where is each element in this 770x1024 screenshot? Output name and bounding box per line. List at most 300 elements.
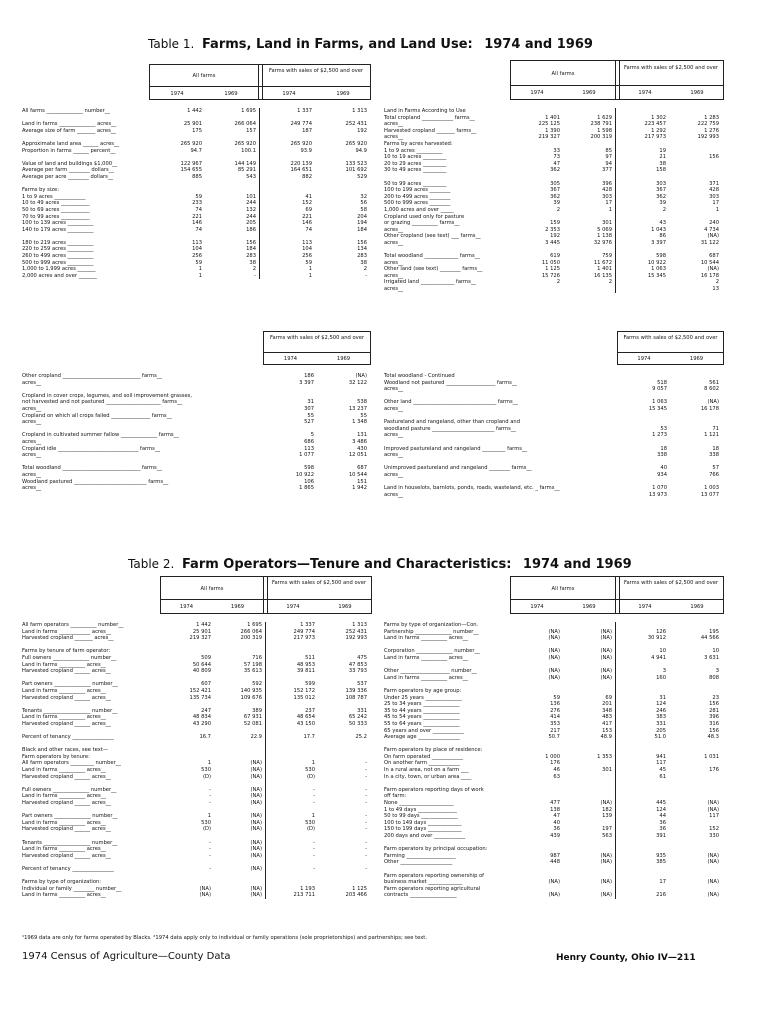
cell-value: 156 (709, 154, 719, 161)
cell-value (205, 154, 260, 161)
row-label: acres__ (384, 491, 404, 498)
table-row (384, 662, 722, 669)
cell-value: 41 (305, 193, 312, 200)
cell-value: 396 (709, 714, 719, 721)
row-label: Under 25 years ______________ (384, 694, 462, 701)
table-row (384, 246, 722, 253)
cell-value: 3 486 (352, 438, 367, 445)
cell-value (264, 426, 317, 433)
cell-value (317, 393, 370, 400)
cell-value (150, 134, 205, 141)
cell-value (616, 780, 669, 787)
cell-value (563, 214, 616, 221)
cell-value: 152 172 (293, 687, 315, 694)
cell-value: 113 (302, 239, 312, 246)
table-row (384, 668, 722, 675)
cell-value: 113 (304, 445, 314, 452)
cell-value: 935 (656, 852, 666, 859)
table-row (384, 419, 722, 426)
cell-value: - (209, 793, 211, 800)
table-row (384, 452, 722, 459)
cell-value: 65 242 (348, 714, 367, 721)
row-label: acres__ (22, 419, 42, 426)
row-label: Harvested cropland ______ acres__ (22, 852, 111, 859)
cell-value: 607 (201, 681, 211, 688)
table-row (384, 853, 722, 860)
row-label: 55 to 64 years ______________ (384, 720, 460, 727)
cell-value: - (365, 773, 367, 780)
cell-value: 93.9 (300, 147, 312, 154)
cell-value (563, 747, 616, 754)
cell-value: 38 (360, 259, 367, 266)
cell-value (214, 648, 266, 655)
table-row (22, 426, 370, 433)
cell-value: 527 (304, 419, 314, 426)
cell-value: 249 774 (293, 628, 315, 635)
table-row (384, 485, 722, 492)
cell-value: 104 (302, 246, 312, 253)
row-label: acres__ (384, 432, 404, 439)
cell-value (616, 873, 669, 880)
cell-value: (D) (202, 773, 211, 780)
cell-value: 182 (563, 807, 616, 814)
row-label: Pastureland and rangeland, other than cropland and (384, 419, 521, 426)
cell-value: (NA) (214, 774, 266, 781)
table-row (22, 662, 370, 669)
cell-value: 529 (357, 173, 367, 180)
cell-value: 475 (357, 654, 367, 661)
cell-value: 1 125 (352, 885, 367, 892)
cell-value: 159 (550, 220, 560, 227)
cell-value: 10 (659, 648, 666, 655)
cell-value: 3 (715, 668, 719, 675)
cell-value: - (313, 865, 315, 872)
row-label: Other cropland (see text) ___ farms__ (384, 233, 481, 240)
table-row (384, 642, 722, 649)
cell-value: - (313, 852, 315, 859)
cell-value: 32 122 (348, 379, 367, 386)
table2-right-body (384, 622, 722, 899)
cell-value (266, 728, 318, 735)
cell-value: 139 336 (345, 687, 367, 694)
row-label (384, 662, 510, 669)
cell-value (510, 214, 563, 221)
cell-value (162, 859, 214, 866)
cell-value: 362 (656, 193, 666, 200)
cell-value: 135 734 (189, 694, 211, 701)
table-row (22, 793, 370, 800)
table-row (22, 472, 370, 479)
header-1969: 1969 (582, 604, 596, 610)
table-row (384, 432, 722, 439)
cell-value (318, 873, 370, 880)
header-1974: 1974 (638, 604, 652, 610)
cell-value (214, 859, 266, 866)
table2-right-header (510, 576, 724, 614)
cell-value: 74 (195, 226, 202, 233)
cell-value (618, 393, 670, 400)
row-label: Harvested cropland ______ acres__ (22, 720, 111, 727)
table-row (384, 774, 722, 781)
cell-value (214, 807, 266, 814)
table-row (384, 793, 722, 800)
cell-value: 139 (563, 813, 616, 820)
cell-value: 303 (656, 180, 666, 187)
header-all-farms: All farms (192, 73, 216, 79)
cell-value (616, 793, 669, 800)
cell-value (318, 675, 370, 682)
cell-value: 2 (563, 279, 616, 286)
cell-value: 33 (553, 147, 560, 154)
table1-heading: Farms, Land in Farms, and Land Use: (201, 37, 473, 52)
header-1969: 1969 (690, 604, 704, 610)
cell-value: 882 (302, 173, 312, 180)
cell-value: 283 (357, 253, 367, 260)
cell-value: 511 (305, 654, 315, 661)
header-1969: 1969 (224, 91, 238, 97)
table1-right-body (384, 108, 722, 293)
cell-value: 1 313 (352, 108, 367, 114)
row-label: Land in farms __________ acres__ (22, 819, 106, 826)
row-label: All farms ______________ number__ (22, 108, 110, 114)
cell-value: (NA) (548, 892, 560, 899)
cell-value (669, 820, 722, 827)
cell-value: 371 (709, 180, 719, 187)
header-1974: 1974 (283, 356, 298, 362)
table-row (384, 439, 722, 446)
cell-value: 186 (205, 227, 260, 234)
cell-value: - (365, 272, 367, 279)
cell-value: 134 (357, 246, 367, 253)
row-label: Farms by tenure of farm operator: (22, 648, 111, 655)
cell-value: 36 (659, 826, 666, 833)
table-row (384, 846, 722, 853)
table-row (384, 635, 722, 642)
cell-value: 266 064 (205, 121, 260, 128)
table-row (22, 695, 370, 702)
row-label: Harvested cropland _______ farms__ (384, 127, 477, 134)
cell-value (318, 728, 370, 735)
cell-value: 33 793 (348, 668, 367, 675)
table-row (22, 273, 370, 280)
cell-value (510, 141, 563, 148)
cell-value: 18 (660, 445, 667, 452)
row-label: 35 to 44 years ______________ (384, 707, 460, 714)
row-label: Tenants __________________ number__ (22, 707, 118, 714)
cell-value (162, 648, 214, 655)
cell-value: 205 (205, 220, 260, 227)
cell-value: 11 672 (563, 260, 616, 267)
cell-value (563, 681, 616, 688)
row-label (22, 426, 264, 433)
cell-value: 74 (305, 226, 312, 233)
table-row (384, 194, 722, 201)
row-label: acres__ (384, 259, 404, 266)
row-label: woodland pasture ________________________ farms__ (384, 425, 516, 432)
cell-value: 1 003 (704, 485, 719, 492)
cell-value: 156 (205, 240, 260, 247)
cell-value: 48 654 (296, 714, 315, 721)
row-label: 20 to 29 acres _________ (384, 160, 447, 167)
table-row (22, 373, 370, 380)
sub-header-sales: Farms with sales of $2,500 and over (269, 335, 365, 341)
cell-value: 1 401 (563, 266, 616, 273)
cell-value: 43 (659, 220, 666, 227)
cell-value: 108 787 (345, 694, 367, 701)
table2-years: 1974 and 1969 (522, 557, 632, 572)
table-row (384, 167, 722, 174)
cell-value: 686 (304, 438, 314, 445)
cell-value: (NA) (548, 628, 560, 635)
cell-value: 25 901 (183, 121, 202, 128)
row-label (22, 134, 150, 141)
cell-value: 353 (550, 720, 560, 727)
cell-value (318, 879, 370, 886)
cell-value: 249 774 (290, 121, 312, 128)
header-1974: 1974 (530, 90, 544, 96)
table-row (22, 446, 370, 453)
cell-value: 52 081 (214, 721, 266, 728)
cell-value: 223 457 (644, 121, 666, 128)
cell-value: 362 (550, 193, 560, 200)
cell-value: 305 (550, 180, 560, 187)
row-label (22, 115, 150, 122)
row-label: acres__ (384, 405, 404, 412)
cell-value: 3 397 (299, 379, 314, 386)
cell-value: (NA) (214, 813, 266, 820)
row-label: acres__ (384, 471, 404, 478)
row-label: Percent of tenancy ________________ (22, 734, 114, 741)
cell-value (150, 233, 205, 240)
cell-value: 598 (656, 253, 666, 260)
cell-value: 57 198 (214, 662, 266, 669)
cell-value (214, 879, 266, 886)
cell-value: 32 976 (563, 240, 616, 247)
table-row (22, 128, 370, 135)
table-row (22, 734, 370, 741)
cell-value (318, 741, 370, 748)
row-label: acres__ (22, 379, 42, 386)
row-label: Harvested cropland ______ acres__ (22, 668, 111, 675)
cell-value: 543 (205, 174, 260, 181)
cell-value: - (365, 819, 367, 826)
cell-value: 237 (305, 707, 315, 714)
cell-value: (NA) (214, 760, 266, 767)
row-label (22, 642, 162, 649)
cell-value (510, 622, 563, 629)
cell-value: 15 726 (541, 272, 560, 279)
cell-value: 377 (563, 167, 616, 174)
cell-value: 1 (207, 813, 211, 820)
row-label: Approximate land area ______ acres__ (22, 140, 120, 147)
cell-value: 124 (656, 806, 666, 813)
cell-value: (NA) (214, 886, 266, 893)
cell-value: 1 629 (563, 115, 616, 122)
cell-value (618, 373, 670, 380)
row-label: 140 to 179 acres __________ (22, 226, 94, 233)
cell-value: 100.1 (205, 148, 260, 155)
row-label: Farm operators by place of residence: (384, 747, 483, 754)
cell-value: 200 319 (563, 134, 616, 141)
header-1974: 1974 (530, 604, 544, 610)
cell-value: 265 920 (180, 140, 202, 147)
cell-value (616, 787, 669, 794)
table-row (22, 635, 370, 642)
table-row (384, 873, 722, 880)
cell-value: (NA) (214, 800, 266, 807)
cell-value: 17.7 (303, 734, 315, 741)
table-row (384, 108, 722, 115)
cell-value: (NA) (707, 852, 719, 859)
cell-value: 2 (205, 266, 260, 273)
cell-value (510, 866, 563, 873)
table-row (384, 813, 722, 820)
cell-value: 530 (305, 767, 315, 774)
row-label: Land in farms __________ acres__ (22, 687, 106, 694)
table-row (22, 419, 370, 426)
table-row (384, 714, 722, 721)
cell-value (669, 662, 722, 669)
cell-value: 11 050 (541, 259, 560, 266)
cell-value: 1 302 (651, 114, 666, 121)
cell-value: 619 (550, 253, 560, 260)
cell-value: 197 (563, 826, 616, 833)
row-label: Cropland on which all crops failed _______________ farms__ (22, 412, 172, 419)
cell-value: 25 901 (192, 628, 211, 635)
cell-value: 156 (709, 701, 719, 708)
row-label: 50 to 69 acres ___________ (22, 206, 90, 213)
cell-value: 192 993 (697, 134, 719, 141)
row-label: Cropland idle _______________________________ farms__ (22, 445, 161, 452)
cell-value (669, 886, 722, 893)
cell-value: 74 (195, 206, 202, 213)
cell-value (318, 747, 370, 754)
cell-value: 9 057 (652, 386, 667, 393)
table-row (22, 181, 370, 188)
row-label: Farms by acres harvested: (384, 140, 453, 147)
row-label: Average size of farm _______ acres__ (22, 127, 116, 134)
cell-value: (NA) (563, 648, 616, 655)
table-row (384, 780, 722, 787)
table-row (22, 879, 370, 886)
cell-value: (NA) (214, 846, 266, 853)
cell-value: 445 (656, 800, 666, 807)
row-label: acres__ (384, 134, 404, 141)
cell-value: 31 122 (700, 239, 719, 246)
cell-value: 1 063 (651, 266, 666, 273)
table-row (384, 413, 722, 420)
header-1974: 1974 (282, 91, 296, 97)
cell-value (266, 780, 318, 787)
table-row (384, 446, 722, 453)
cell-value: - (313, 793, 315, 800)
row-label: Land in farms __________ acres__ (384, 654, 468, 661)
cell-value: 389 (214, 708, 266, 715)
cell-value: 16 178 (700, 272, 719, 279)
row-label (384, 681, 510, 688)
cell-value: (NA) (707, 892, 719, 899)
cell-value: (NA) (707, 879, 719, 886)
cell-value: - (365, 767, 367, 774)
row-label: 500 to 999 acres __________ (22, 259, 94, 266)
cell-value: 13 237 (348, 405, 367, 412)
cell-value: (NA) (214, 892, 266, 899)
cell-value: 153 (563, 728, 616, 735)
table-row (384, 233, 722, 240)
cell-value (266, 648, 318, 655)
cell-value: 238 791 (563, 121, 616, 128)
row-label: 45 to 54 years ______________ (384, 714, 460, 721)
cell-value (510, 246, 563, 253)
cell-value (616, 866, 669, 873)
cell-value: 307 (304, 405, 314, 412)
cell-value (563, 787, 616, 794)
cell-value: - (313, 786, 315, 793)
cell-value: 362 (550, 167, 560, 174)
table-row (22, 174, 370, 181)
row-label: Farms by type of organization—Con. (384, 622, 479, 628)
cell-value (315, 154, 370, 161)
cell-value (510, 886, 563, 893)
cell-value: (NA) (707, 806, 719, 813)
table-row (22, 393, 370, 400)
cell-value: 265 920 (345, 140, 367, 147)
cell-value: 30 912 (647, 635, 666, 642)
cell-value: 233 (192, 200, 202, 207)
cell-value (260, 187, 315, 194)
row-label: Corporation ______________ number__ (384, 648, 480, 655)
cell-value: 808 (709, 674, 719, 681)
cell-value: 338 (657, 452, 667, 459)
row-label: 100 to 149 days _____________ (384, 819, 462, 826)
cell-value (669, 780, 722, 787)
cell-value: 15 345 (647, 272, 666, 279)
table-row (384, 154, 722, 161)
cell-value (563, 866, 616, 873)
row-label (384, 840, 510, 847)
cell-value: - (313, 846, 315, 853)
cell-value: 252 431 (345, 628, 367, 635)
table-row (22, 134, 370, 141)
cell-value (563, 286, 616, 293)
cell-value (616, 246, 669, 253)
cell-value: 138 (550, 806, 560, 813)
cell-value: 414 (550, 714, 560, 721)
cell-value: 48 834 (192, 714, 211, 721)
row-label: Farms by size: (22, 187, 59, 194)
cell-value (162, 833, 214, 840)
cell-value (670, 393, 722, 400)
cell-value: (NA) (707, 266, 719, 273)
cell-value (616, 747, 669, 754)
cell-value (670, 413, 722, 420)
row-label: Irrigated land _____________ farms__ (384, 279, 476, 286)
table-row (384, 214, 722, 221)
table-row (384, 734, 722, 741)
cell-value: 194 (357, 220, 367, 227)
cell-value (214, 741, 266, 748)
cell-value (669, 141, 722, 148)
cell-value: 184 (357, 226, 367, 233)
table-row (22, 787, 370, 794)
cell-value (563, 642, 616, 649)
cell-value (510, 873, 563, 880)
row-label: acres__ (384, 452, 404, 459)
table-row (22, 121, 370, 128)
cell-value: 1 348 (352, 419, 367, 426)
row-label: 65 years and over ____________ (384, 727, 464, 734)
cell-value: 85 (563, 148, 616, 155)
